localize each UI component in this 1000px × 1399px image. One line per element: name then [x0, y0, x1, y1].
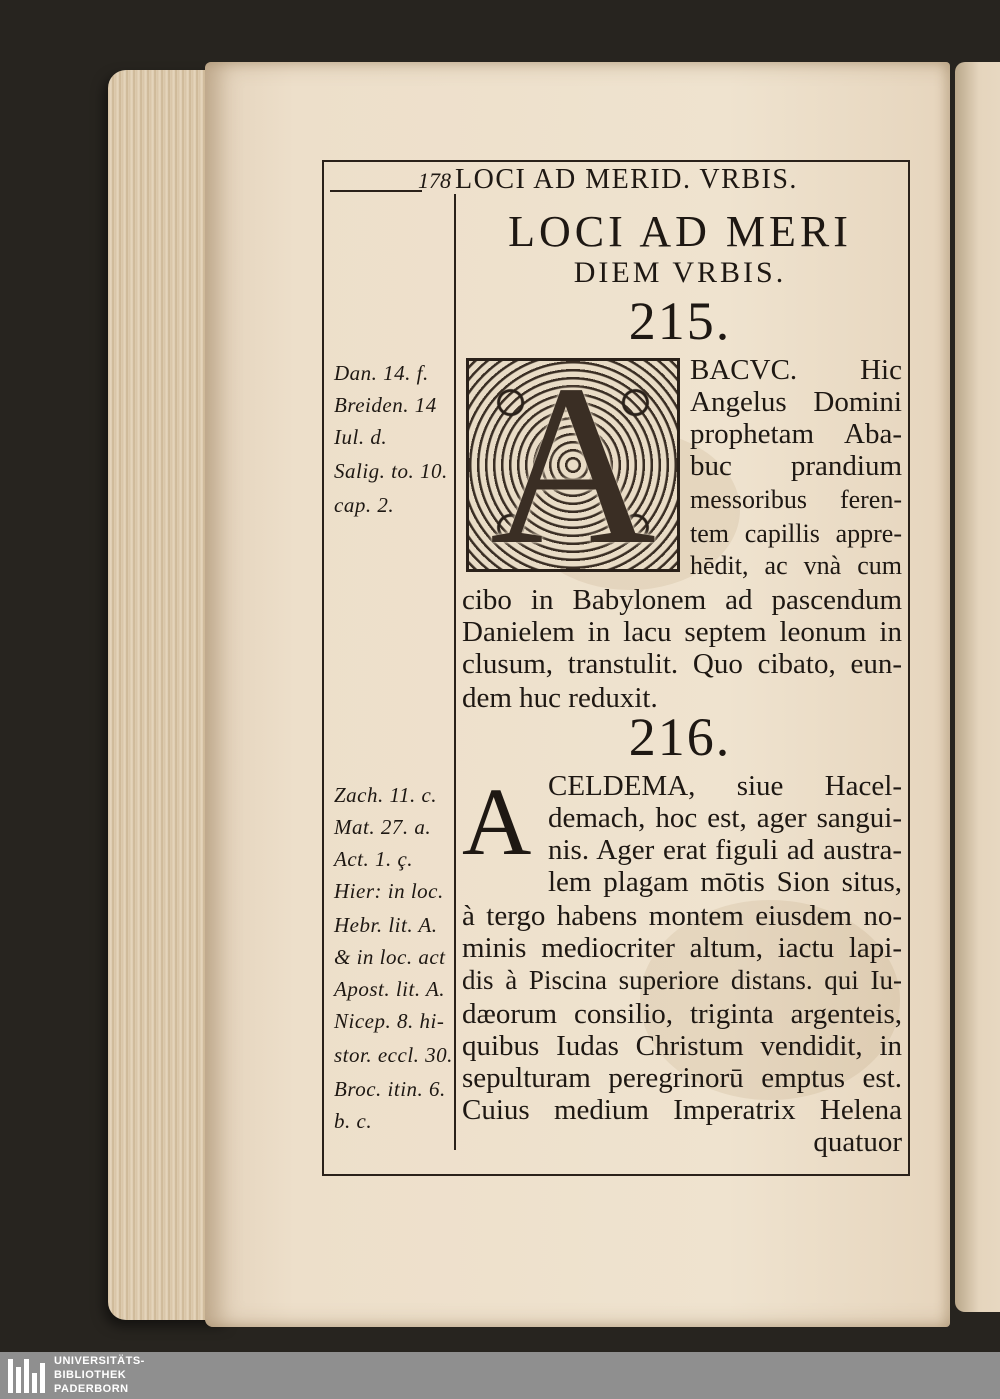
margin-note: Act. 1. ç. — [334, 847, 414, 871]
text-line: dem huc reduxit. — [462, 682, 658, 714]
margin-note: Broc. itin. 6. — [334, 1077, 446, 1101]
text-line: minis mediocriter altum, iactu lapi- — [462, 932, 902, 964]
margin-note: Salig. to. 10. — [334, 459, 448, 483]
footer-bar — [0, 1352, 1000, 1399]
library-name-line: PADERBORN — [54, 1383, 129, 1395]
text-line: demach, hoc est, ager sangui- — [548, 802, 902, 834]
text-line: Danielem in lacu septem leonum in — [462, 616, 902, 648]
text-line: dæorum consilio, triginta argenteis, — [462, 998, 902, 1030]
margin-note: stor. eccl. 30. — [334, 1043, 453, 1067]
running-head-text: LOCI AD MERID. VRBIS. — [455, 164, 798, 195]
text-line: CELDEMA, siue Hacel- — [548, 770, 902, 802]
catchword: quatuor — [813, 1126, 902, 1158]
margin-note: b. c. — [334, 1109, 373, 1133]
text-line: Cuius medium Imperatrix Helena — [462, 1094, 902, 1126]
text-line: messoribus feren- — [690, 485, 902, 514]
margin-column-divider — [454, 194, 456, 1150]
text-line: quibus Iudas Christum vendidit, in — [462, 1030, 902, 1062]
header-rule — [330, 190, 422, 192]
text-line: sepulturam peregrinorū emptus est. — [462, 1062, 902, 1094]
entry-number-215: 215. — [628, 291, 732, 351]
text-line: nis. Ager erat figuli ad austra- — [548, 834, 902, 866]
drop-initial: A — [462, 768, 532, 875]
text-line: Angelus Domini — [690, 386, 902, 418]
ornamental-initial-letter: A — [489, 337, 657, 592]
text-line: lem plagam mōtis Sion situs, — [548, 866, 902, 898]
text-line: prophetam Aba- — [690, 418, 902, 450]
library-logo-icon — [8, 1357, 48, 1393]
text-line: hēdit, ac vnà cum — [690, 551, 902, 580]
library-name — [54, 1354, 145, 1396]
text-line: tem capillis appre- — [690, 519, 902, 548]
section-title-line-1: LOCI AD MERI — [508, 207, 852, 256]
text-line: clusum, transtulit. Quo cibato, eun- — [462, 648, 902, 680]
margin-note: Iul. d. — [334, 425, 388, 449]
margin-note: Nicep. 8. hi- — [334, 1009, 445, 1033]
margin-note: Dan. 14. f. — [334, 361, 429, 385]
margin-note: Breiden. 14 — [334, 393, 437, 417]
margin-note: Hebr. lit. A. — [334, 913, 438, 937]
library-name-line: BIBLIOTHEK — [54, 1369, 127, 1381]
text-line: à tergo habens montem eiusdem no- — [462, 900, 902, 932]
margin-note: Hier: in loc. — [334, 879, 444, 903]
margin-note: & in loc. act — [334, 945, 446, 969]
text-line: BACVC. Hic — [690, 354, 902, 386]
margin-note: Mat. 27. a. — [334, 815, 432, 839]
page-number: 178 — [418, 168, 451, 193]
text-line: cibo in Babylonem ad pascendum — [462, 584, 902, 616]
facing-page-edge — [955, 62, 1000, 1312]
margin-note: Zach. 11. c. — [334, 783, 438, 807]
running-head — [418, 164, 908, 198]
section-title-line-2: DIEM VRBIS. — [573, 256, 787, 289]
margin-note: Apost. lit. A. — [334, 977, 446, 1001]
margin-note: cap. 2. — [334, 493, 395, 517]
entry-number-216: 216. — [628, 707, 732, 767]
text-line: buc prandium — [690, 450, 902, 482]
library-name-line: UNIVERSITÄTS- — [54, 1355, 145, 1367]
text-line: dis à Piscina superiore distans. qui Iu- — [462, 965, 902, 995]
